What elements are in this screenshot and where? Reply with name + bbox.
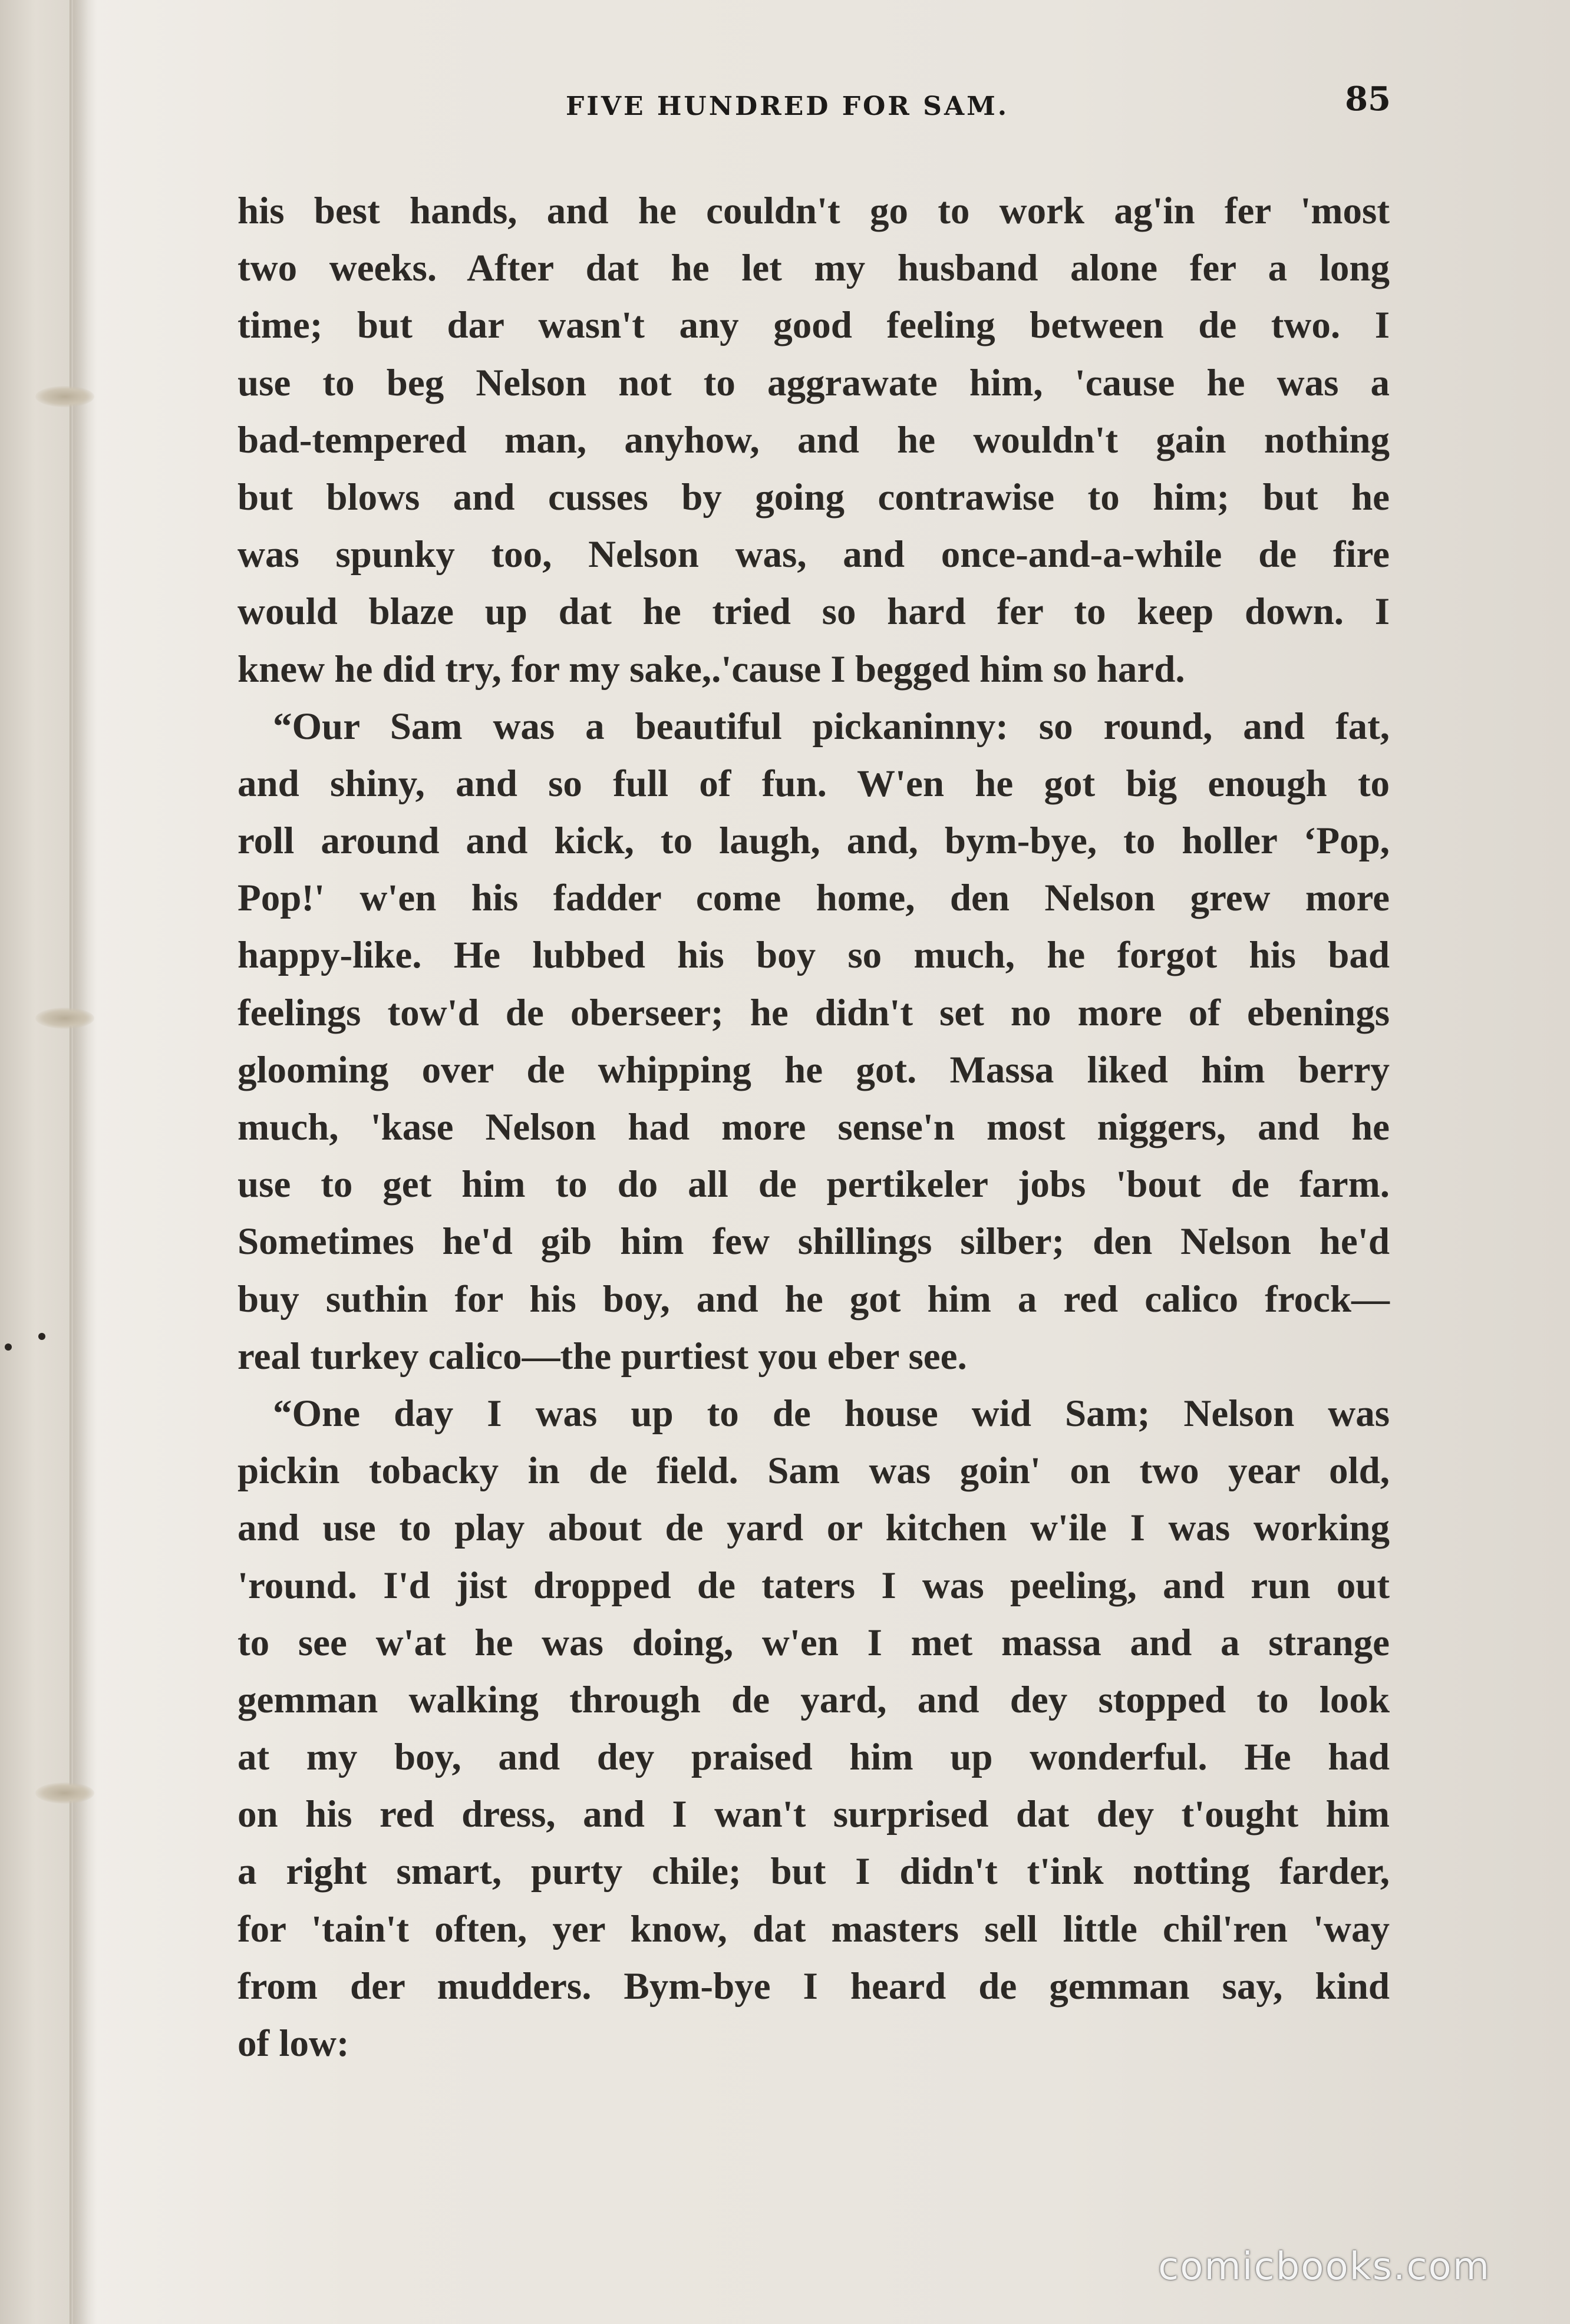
text-line: to see w'at he was doing, w'en I met massa and a strange [238, 1621, 1390, 1664]
binding-stitch-hole [35, 386, 94, 407]
text-line: use to beg Nelson not to aggrawate him, 'cause he was a [238, 361, 1390, 404]
text-line: much, 'kase Nelson had more sense'n most niggers, and he [238, 1106, 1390, 1148]
text-line: knew he did try, for my sake,.'cause I begged him so hard. [238, 648, 1185, 691]
text-line: and use to play about de yard or kitchen w'ile I was working [238, 1507, 1390, 1550]
text-line: pickin tobacky in de field. Sam was goin' on two year old, [238, 1450, 1390, 1493]
text-line: on his red dress, and I wan't surprised dat dey t'ought him [238, 1793, 1390, 1836]
body-text [238, 183, 1390, 2072]
text-line: roll around and kick, to laugh, and, bym-bye, to holler ‘Pop, [238, 820, 1390, 863]
text-line: 'round. I'd jist dropped de taters I was peeling, and run out [238, 1564, 1390, 1607]
text-line: time; but dar wasn't any good feeling between de two. I [238, 304, 1390, 347]
text-line: Pop!' w'en his fadder come home, den Nelson grew more [238, 877, 1390, 920]
running-title: FIVE HUNDRED FOR SAM. [566, 91, 1010, 121]
site-watermark: comicbooks.com [1158, 2245, 1491, 2289]
page-number: 85 [1345, 80, 1391, 118]
text-line: of low: [238, 2022, 349, 2065]
text-line: gemman walking through de yard, and dey stopped to look [238, 1678, 1390, 1721]
text-line: two weeks. After dat he let my husband alone fer a long [238, 247, 1390, 290]
text-line: “Our Sam was a beautiful pickaninny: so round, and fat, [273, 705, 1390, 748]
text-line: a right smart, purty chile; but I didn't t'ink notting farder, [238, 1850, 1390, 1893]
running-header [236, 80, 1391, 133]
text-line: Sometimes he'd gib him few shillings silber; den Nelson he'd [238, 1220, 1390, 1263]
text-line: would blaze up dat he tried so hard fer to keep down. I [238, 590, 1390, 633]
binding-stitch-hole [35, 1782, 94, 1804]
text-line: happy-like. He lubbed his boy so much, he forgot his bad [238, 934, 1390, 977]
page-edge-shadow [73, 0, 97, 2324]
text-line: his best hands, and he couldn't go to work ag'in fer 'most [238, 190, 1390, 232]
text-line: was spunky too, Nelson was, and once-and-a-while de fire [238, 533, 1390, 576]
text-line: and shiny, and so full of fun. W'en he got big enough to [238, 762, 1390, 805]
ink-speck [38, 1333, 45, 1340]
text-line: for 'tain't often, yer know, dat masters sell little chil'ren 'way [238, 1907, 1390, 1950]
binding-stitch-hole [35, 1008, 94, 1029]
text-line: but blows and cusses by going contrawise to him; but he [238, 476, 1390, 519]
text-line: “One day I was up to de house wid Sam; Nelson was [273, 1392, 1390, 1435]
text-line: buy suthin for his boy, and he got him a red calico frock— [238, 1277, 1390, 1321]
text-line: from der mudders. Bym-bye I heard de gemman say, kind [238, 1965, 1390, 2008]
text-line: at my boy, and dey praised him up wonderful. He had [238, 1736, 1390, 1779]
text-line: bad-tempered man, anyhow, and he wouldn't gain nothing [238, 418, 1390, 461]
text-line: use to get him to do all de pertikeler jobs 'bout de farm. [238, 1163, 1390, 1206]
ink-speck [5, 1343, 12, 1351]
text-line: glooming over de whipping he got. Massa liked him berry [238, 1048, 1390, 1091]
text-line: feelings tow'd de oberseer; he didn't set no more of ebenings [238, 991, 1390, 1034]
text-line: real turkey calico—the purtiest you eber see. [238, 1335, 967, 1378]
